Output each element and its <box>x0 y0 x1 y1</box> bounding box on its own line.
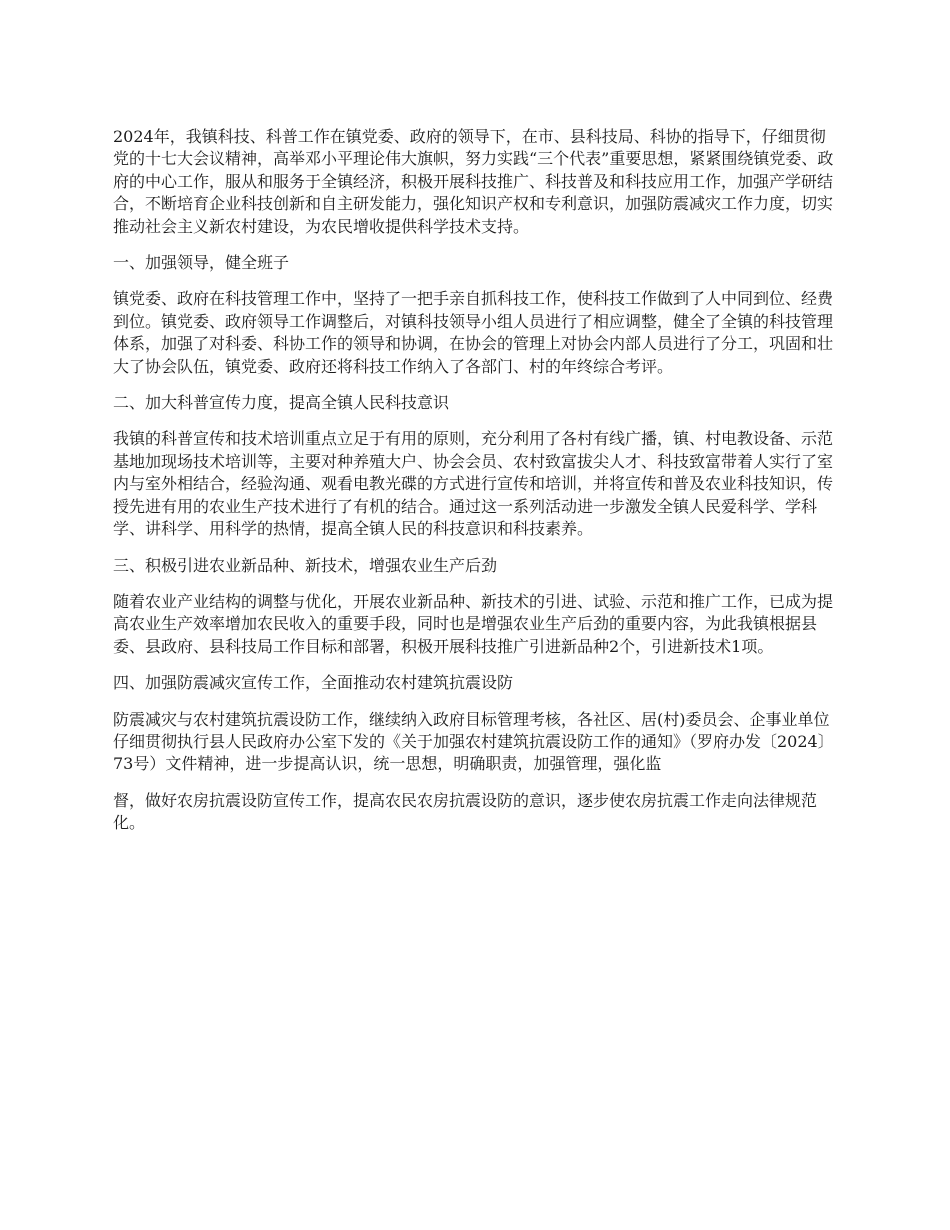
document-body <box>113 126 841 849</box>
section-4-paragraph-continued: 督，做好农房抗震设防宣传工作，提高农民农房抗震设防的意识，逐步使农房抗震工作走向法律规范化。 <box>113 790 818 833</box>
section-heading-2: 二、加大科普宣传力度，提高全镇人民科技意识 <box>113 393 450 413</box>
section-4-paragraph: 防震减灾与农村建筑抗震设防工作，继续纳入政府目标管理考核，各社区、居(村)委员会、企事业单位仔细贯彻执行县人民政府办公室下发的《关于加强农村建筑抗震设防工作的通知》（罗府办发〔2024〕73号）文件精神，进一步提高认识，统一思想，明确职责，加强管理，强化监 <box>113 709 834 774</box>
section-1-paragraph: 镇党委、政府在科技管理工作中，坚持了一把手亲自抓科技工作，使科技工作做到了人中同到位、经费到位。镇党委、政府领导工作调整后，对镇科技领导小组人员进行了相应调整，健全了全镇的科技管理体系，加强了对科委、科协工作的领导和协调，在协会的管理上对协会内部人员进行了分工，巩固和壮大了协会队伍，镇党委、政府还将科技工作纳入了各部门、村的年终综合考评。 <box>113 289 834 376</box>
section-heading-3: 三、积极引进农业新品种、新技术，增强农业生产后劲 <box>113 555 498 575</box>
section-heading-4: 四、加强防震减灾宣传工作，全面推动农村建筑抗震设防 <box>113 673 514 693</box>
section-heading-1: 一、加强领导，健全班子 <box>113 253 290 273</box>
section-2-paragraph: 我镇的科普宣传和技术培训重点立足于有用的原则，充分利用了各村有线广播，镇、村电教设备、示范基地加现场技术培训等，主要对种养殖大户、协会会员、农村致富拔尖人才、科技致富带着人实行了室内与室外相结合，经验沟通、观看电教光碟的方式进行宣传和培训，并将宣传和普及农业科技知识，传授先进有用的农业生产技术进行了有机的结合。通过这一系列活动进一步激发全镇人民爱科学、学科学、讲科学、用科学的热情，提高全镇人民的科技意识和科技素养。 <box>113 429 834 539</box>
intro-paragraph: 2024年，我镇科技、科普工作在镇党委、政府的领导下，在市、县科技局、科协的指导下，仔细贯彻党的十七大会议精神，高举邓小平理论伟大旗帜，努力实践“三个代表”重要思想，紧紧围绕镇党委、政府的中心工作，服从和服务于全镇经济，积极开展科技推广、科技普及和科技应用工作，加强产学研结合，不断培育企业科技创新和自主研发能力，强化知识产权和专利意识，加强防震减灾工作力度，切实推动社会主义新农村建设，为农民增收提供科学技术支持。 <box>113 127 834 236</box>
section-3-paragraph: 随着农业产业结构的调整与优化，开展农业新品种、新技术的引进、试验、示范和推广工作，已成为提高农业生产效率增加农民收入的重要手段，同时也是增强农业生产后劲的重要内容，为此我镇根据县委、县政府、县科技局工作目标和部署，积极开展科技推广引进新品种2个，引进新技术1项。 <box>113 591 834 656</box>
